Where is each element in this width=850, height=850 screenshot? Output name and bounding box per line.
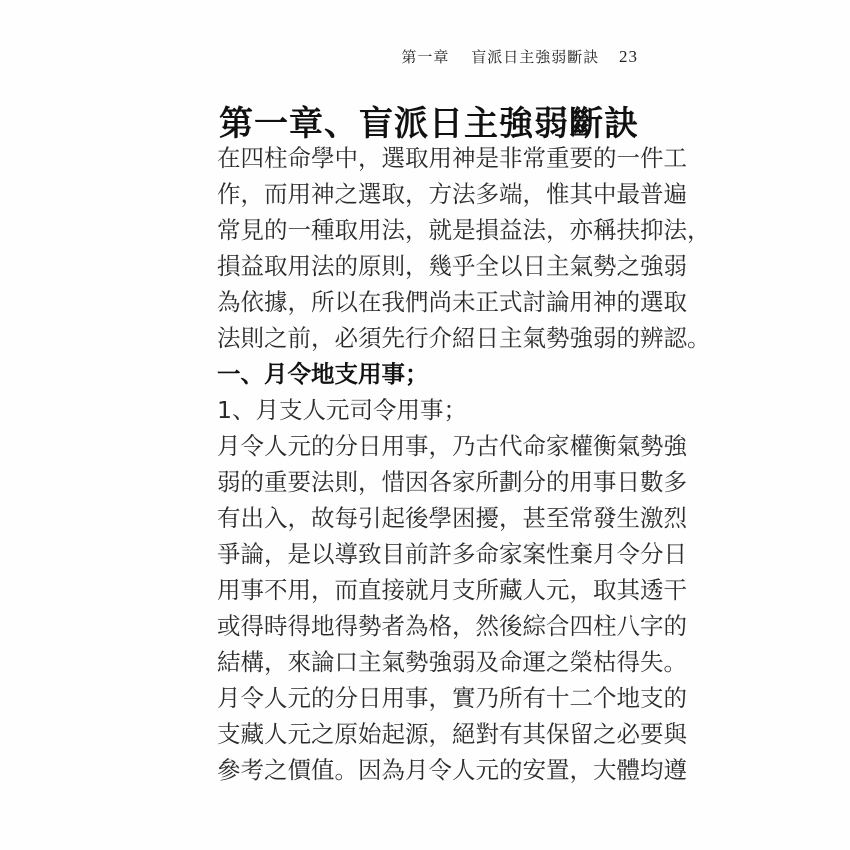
subsection-heading: 1、月支人元司令用事； bbox=[217, 396, 467, 424]
text-line: 作，而用神之選取，方法多端，惟其中最普遍 bbox=[217, 180, 687, 208]
text-line: 為依據，所以在我們尚未正式討論用神的選取 bbox=[217, 288, 687, 316]
page-number: 23 bbox=[619, 47, 638, 66]
text-line: 用事不用，而直接就月支所藏人元，取其透干 bbox=[217, 576, 687, 604]
text-line: 參考之價值。因為月令人元的安置，大體均遵 bbox=[217, 756, 687, 784]
text-line: 常見的一種取用法，就是損益法，亦稱扶抑法， bbox=[217, 216, 711, 244]
text-line: 法則之前，必須先行介紹日主氣勢強弱的辨認。 bbox=[217, 324, 711, 352]
section-heading: 一、月令地支用事； bbox=[217, 360, 429, 388]
text-line: 在四柱命學中，選取用神是非常重要的一件工 bbox=[217, 144, 687, 172]
text-line: 或得時得地得勢者為格，然後綜合四柱八字的 bbox=[217, 612, 687, 640]
text-line: 弱的重要法則，惜因各家所劃分的用事日數多 bbox=[217, 468, 687, 496]
text-line: 結構，來論口主氣勢強弱及命運之榮枯得失。 bbox=[217, 648, 687, 676]
text-line: 支藏人元之原始起源，絕對有其保留之必要與 bbox=[217, 720, 687, 748]
header-chapter: 第一章 bbox=[401, 48, 450, 66]
text-line: 有出入，故每引起後學困擾，甚至常發生激烈 bbox=[217, 504, 687, 532]
running-header bbox=[401, 46, 638, 67]
text-line: 損益取用法的原則，幾乎全以日主氣勢之強弱 bbox=[217, 252, 687, 280]
body-text bbox=[217, 140, 711, 788]
header-section-title: 盲派日主強弱斷訣 bbox=[471, 48, 600, 66]
chapter-title: 第一章、盲派日主強弱斷訣 bbox=[219, 104, 639, 144]
text-line: 爭論，是以導致目前許多命家案性棄月令分日 bbox=[217, 540, 687, 568]
text-line: 月令人元的分日用事，實乃所有十二个地支的 bbox=[217, 684, 687, 712]
text-line: 月令人元的分日用事，乃古代命家權衡氣勢強 bbox=[217, 432, 687, 460]
